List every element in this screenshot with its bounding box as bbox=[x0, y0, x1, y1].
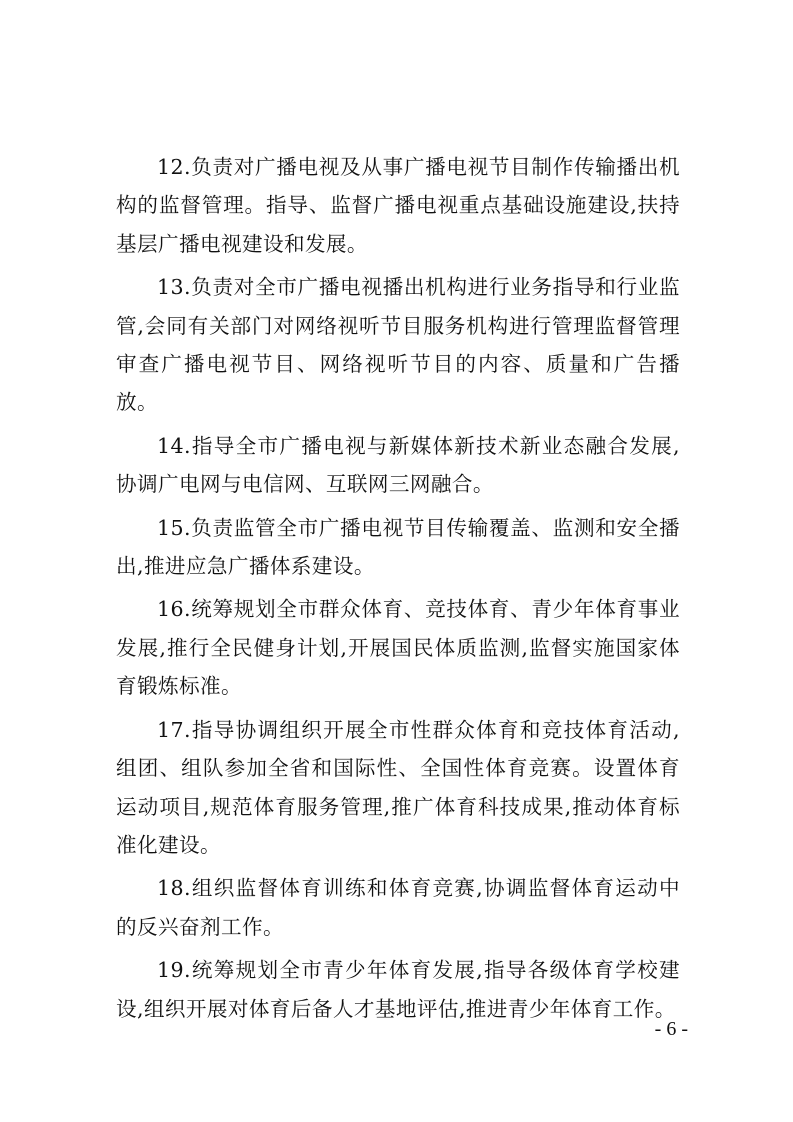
document-body bbox=[116, 148, 680, 1033]
paragraph-16: 16.统筹规划全市群众体育、竞技体育、青少年体育事业发展,推行全民健身计划,开展国民体质监测,监督实施国家体育锻炼标准。 bbox=[116, 597, 680, 699]
paragraph-12: 12.负责对广播电视及从事广播电视节目制作传输播出机构的监督管理。指导、监督广播电视重点基础设施建设,扶持基层广播电视建设和发展。 bbox=[116, 155, 680, 256]
paragraph-18: 18.组织监督体育训练和体育竞赛,协调监督体育运动中的反兴奋剂工作。 bbox=[116, 876, 680, 939]
page-number: - 6 - bbox=[654, 1018, 688, 1040]
paragraph-14: 14.指导全市广播电视与新媒体新技术新业态融合发展,协调广电网与电信网、互联网三网融合。 bbox=[116, 433, 680, 497]
paragraph-17: 17.指导协调组织开展全市性群众体育和竞技体育活动,组团、组队参加全省和国际性、全国性体育竞赛。设置体育运动项目,规范体育服务管理,推广体育科技成果,推动体育标准化建设。 bbox=[116, 717, 680, 857]
paragraph-13: 13.负责对全市广播电视播出机构进行业务指导和行业监管,会同有关部门对网络视听节目服务机构进行管理监督管理审查广播电视节目、网络视听节目的内容、质量和广告播放。 bbox=[116, 275, 680, 415]
paragraph-15: 15.负责监管全市广播电视节目传输覆盖、监测和安全播出,推进应急广播体系建设。 bbox=[116, 515, 680, 579]
paragraph-19: 19.统筹规划全市青少年体育发展,指导各级体育学校建设,组织开展对体育后备人才基地评估,推进青少年体育工作。 bbox=[116, 958, 680, 1021]
